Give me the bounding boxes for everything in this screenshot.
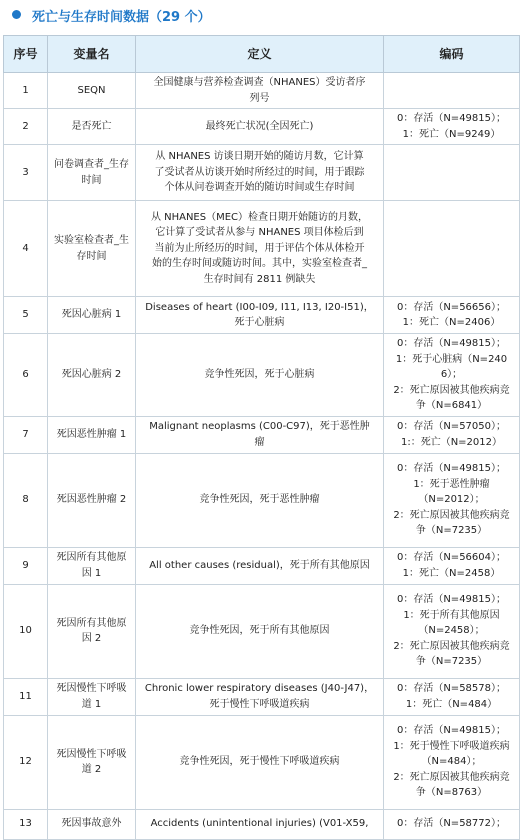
cell-definition: [136, 109, 384, 145]
section-heading: [0, 0, 522, 32]
definition-line: 个体从问卷调查开始的随访时间或生存时间: [164, 182, 355, 194]
definition-line: 竞争性死因，死于慢性下呼吸道疾病: [179, 756, 340, 768]
cell-index: 4: [4, 201, 48, 297]
coding-line: 0：存活（N=56656）；: [396, 301, 507, 313]
coding-line: 2：死亡原因被其他疾病竞: [393, 384, 510, 396]
cell-definition: [136, 201, 384, 297]
table-row: [4, 145, 520, 201]
table-row: [4, 334, 520, 417]
cell-variable-name: 是否死亡: [48, 109, 136, 145]
definition-line: 生存时间有 2811 例缺失: [203, 273, 316, 285]
header-definition: 定义: [136, 36, 384, 73]
bullet-icon: [12, 10, 21, 19]
definition-line: 列号: [249, 92, 270, 104]
coding-line: 1：死于所有其他原因: [403, 609, 500, 621]
cell-index: 5: [4, 297, 48, 334]
coding-line: 1:：死亡（N=2012）: [400, 436, 503, 448]
cell-coding: [384, 73, 520, 109]
coding-line: 0：存活（N=49815）；: [396, 725, 507, 737]
table-body: [4, 73, 520, 840]
cell-coding: [384, 416, 520, 453]
coding-line: 2：死亡原因被其他疾病竞: [393, 509, 510, 521]
cell-coding: [384, 201, 520, 297]
cell-index: 1: [4, 73, 48, 109]
table-row: [4, 678, 520, 715]
cell-definition: [136, 584, 384, 678]
definition-line: 全国健康与营养检查调查（NHANES）受访者序: [153, 77, 366, 88]
table-row: [4, 297, 520, 334]
cell-index: 7: [4, 416, 48, 453]
table-row: [4, 73, 520, 109]
table-row: [4, 201, 520, 297]
cell-definition: [136, 416, 384, 453]
cell-definition: [136, 297, 384, 334]
table-row: [4, 416, 520, 453]
cell-definition: [136, 145, 384, 201]
coding-line: （N=2458）；: [418, 625, 485, 637]
cell-variable-name: 死因心脏病 1: [48, 297, 136, 334]
coding-line: 1：死亡（N=484）: [405, 698, 498, 710]
table-row: [4, 453, 520, 547]
cell-variable-name: 死因所有其他原因 1: [48, 547, 136, 584]
table-row: [4, 715, 520, 809]
coding-line: 0：存活（N=49815）；: [396, 463, 507, 475]
definition-line: 了受试者从访谈开始时所经过的时间，用于跟踪: [154, 166, 365, 178]
coding-line: 0：存活（N=49815）；: [396, 594, 507, 606]
cell-variable-name: 死因恶性肿瘤 1: [48, 416, 136, 453]
cell-variable-name: 实验室检查者_生存时间: [48, 201, 136, 297]
cell-coding: [384, 547, 520, 584]
definition-line: 它计算了受试者从参与 NHANES 项目体检后到: [155, 227, 364, 239]
definition-line: 从 NHANES（MEC）检查日期开始随访的月数，: [150, 211, 369, 223]
variable-table: [3, 35, 520, 840]
cell-index: 6: [4, 334, 48, 417]
definition-line: 从 NHANES 访谈日期开始的随访月数，它计算: [155, 151, 364, 163]
cell-coding: [384, 715, 520, 809]
cell-variable-name: 死因心脏病 2: [48, 334, 136, 417]
cell-index: 10: [4, 584, 48, 678]
definition-line: Chronic lower respiratory diseases (J40-J47)，: [144, 683, 375, 694]
cell-variable-name: 死因慢性下呼吸道 2: [48, 715, 136, 809]
header-variable-name: 变量名: [48, 36, 136, 73]
coding-line: 1：死于慢性下呼吸道疾病: [393, 740, 510, 752]
cell-variable-name: 死因事故意外: [48, 809, 136, 839]
coding-line: 争（N=7235）: [415, 525, 488, 537]
coding-line: 争（N=7235）: [415, 656, 488, 668]
coding-line: 1：死亡（N=9249）: [402, 128, 501, 140]
cell-index: 8: [4, 453, 48, 547]
cell-index: 3: [4, 145, 48, 201]
cell-coding: [384, 334, 520, 417]
definition-line: Accidents (unintentional injuries) (V01-X59,: [150, 818, 369, 830]
cell-index: 2: [4, 109, 48, 145]
cell-definition: [136, 334, 384, 417]
definition-line: Malignant neoplasms (C00-C97)，死于恶性肿: [149, 421, 370, 432]
coding-line: （N=484）；: [421, 756, 482, 768]
definition-line: 当前为止所经历的时间，用于评估个体从体检开: [154, 242, 365, 254]
cell-definition: [136, 73, 384, 109]
coding-line: （N=2012）；: [418, 494, 485, 506]
definition-line: Diseases of heart (I00-I09, I11, I13, I20-I51)，: [145, 301, 374, 313]
definition-line: 最终死亡状况(全因死亡): [205, 120, 314, 132]
cell-definition: [136, 453, 384, 547]
definition-line: 竞争性死因，死于恶性肿瘤: [199, 494, 320, 506]
coding-line: 2：死亡原因被其他疾病竞: [393, 640, 510, 652]
cell-index: 12: [4, 715, 48, 809]
definition-line: All other causes (residual)，死于所有其他原因: [149, 559, 370, 571]
coding-line: 争（N=6841）: [415, 400, 488, 411]
table-row: [4, 809, 520, 839]
coding-line: 0：存活（N=58578）；: [396, 683, 507, 694]
coding-line: 1：死亡（N=2406）: [402, 317, 501, 328]
cell-coding: [384, 678, 520, 715]
cell-index: 13: [4, 809, 48, 839]
cell-definition: [136, 715, 384, 809]
coding-line: 1：死亡（N=2458）: [402, 567, 501, 579]
definition-line: 死于慢性下呼吸道疾病: [209, 698, 310, 710]
coding-line: 0：存活（N=56604）；: [396, 552, 507, 563]
header-index: 序号: [4, 36, 48, 73]
coding-line: 1：死于心脏病（N=2406）；: [395, 353, 508, 380]
cell-coding: [384, 145, 520, 201]
definition-line: 竞争性死因，死于所有其他原因: [189, 625, 330, 637]
cell-variable-name: 问卷调查者_生存时间: [48, 145, 136, 201]
table-row: [4, 584, 520, 678]
definition-line: 瘤: [254, 436, 265, 448]
variable-table-container: [3, 35, 519, 840]
cell-definition: [136, 809, 384, 839]
cell-variable-name: 死因恶性肿瘤 2: [48, 453, 136, 547]
definition-line: 始的生存时间或随访时间。其中，实验室检查者_: [152, 258, 367, 270]
cell-variable-name: 死因所有其他原因 2: [48, 584, 136, 678]
table-row: [4, 547, 520, 584]
cell-index: 11: [4, 678, 48, 715]
coding-line: 0：存活（N=49815）；: [396, 338, 507, 349]
coding-line: 0：存活（N=57050）；: [396, 421, 507, 432]
cell-definition: [136, 547, 384, 584]
cell-coding: [384, 584, 520, 678]
header-coding: 编码: [384, 36, 520, 73]
table-row: [4, 109, 520, 145]
cell-index: 9: [4, 547, 48, 584]
cell-variable-name: 死因慢性下呼吸道 1: [48, 678, 136, 715]
cell-coding: [384, 453, 520, 547]
cell-coding: [384, 109, 520, 145]
cell-coding: [384, 297, 520, 334]
coding-line: 0：存活（N=58772）；: [396, 818, 507, 830]
cell-coding: [384, 809, 520, 839]
coding-line: 1：死于恶性肿瘤: [413, 478, 490, 490]
coding-line: 0：存活（N=49815）；: [396, 113, 507, 124]
definition-line: 死于心脏病: [234, 317, 285, 328]
cell-variable-name: SEQN: [48, 73, 136, 109]
section-title: 死亡与生存时间数据（29 个）: [32, 10, 211, 25]
coding-line: 争（N=8763）: [415, 787, 488, 799]
definition-line: 竞争性死因，死于心脏病: [204, 369, 315, 380]
table-header-row: [4, 36, 520, 73]
cell-definition: [136, 678, 384, 715]
coding-line: 2：死亡原因被其他疾病竞: [393, 771, 510, 783]
